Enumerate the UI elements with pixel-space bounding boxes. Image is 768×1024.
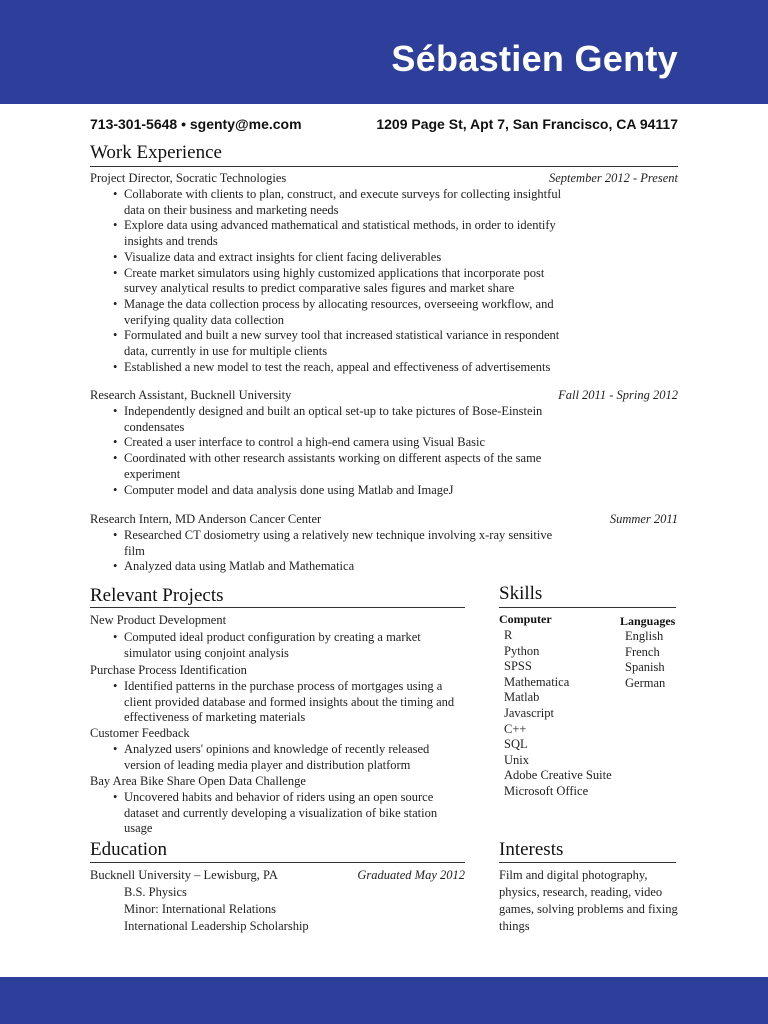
job-role: Research Assistant, Bucknell University — [90, 388, 292, 402]
list-item: • Uncovered habits and behavior of riders using an open source dataset and currently developing a visualization of bike station usage — [124, 790, 444, 837]
project-name: Customer Feedback — [90, 726, 190, 740]
list-item: • Independently designed and built an optical set-up to take pictures of Bose-Einstein condensates — [124, 404, 554, 435]
list-item: Unix — [504, 752, 529, 767]
list-item: • Manage the data collection process by allocating resources, overseeing workflow, and verifying quality data collection — [124, 297, 564, 328]
job-date: Fall 2011 - Spring 2012 — [558, 388, 678, 402]
list-item: • Formulated and built a new survey tool that increased statistical variance in respondent data, currently in use for multiple clients — [124, 328, 564, 359]
list-item: Python — [504, 643, 540, 658]
job-bullets — [124, 187, 564, 375]
list-item: • Explore data using advanced mathematical and statistical methods, in order to identify insights and trends — [124, 218, 564, 249]
section-rule-interests — [499, 862, 676, 863]
list-item: • Analyzed users' opinions and knowledge of recently released version of leading media player and distribution platform — [124, 742, 434, 773]
section-rule-education — [90, 862, 465, 863]
list-item: • Create market simulators using highly customized applications that incorporate post survey analytical results to predict comparative sales figures and market share — [124, 266, 564, 297]
interests-text: Film and digital photography, physics, research, reading, video games, solving problems and fixing things — [499, 868, 678, 933]
list-item: • Analyzed data using Matlab and Mathematica — [124, 559, 554, 575]
list-item: English — [625, 629, 664, 643]
list-item: • Identified patterns in the purchase process of mortgages using a client provided database and formed insights about the timing and effectiveness of marketing materials — [124, 679, 464, 726]
list-item: Spanish — [625, 660, 665, 675]
education-date: Graduated May 2012 — [357, 868, 465, 882]
education-minor: Minor: International Relations — [124, 902, 277, 916]
project-bullets — [124, 630, 434, 661]
job-bullets — [124, 404, 554, 498]
list-item: • Created a user interface to control a high-end camera using Visual Basic — [124, 435, 554, 451]
list-item: • Established a new model to test the reach, appeal and effectiveness of advertisements — [124, 360, 564, 376]
list-item: R — [504, 628, 513, 642]
section-title-projects: Relevant Projects — [90, 585, 224, 606]
list-item: • Visualize data and extract insights for client facing deliverables — [124, 250, 564, 266]
list-item: C++ — [504, 721, 527, 736]
list-item: French — [625, 644, 660, 659]
list-item: Microsoft Office — [504, 783, 589, 798]
job-role: Project Director, Socratic Technologies — [90, 171, 287, 185]
section-title-skills: Skills — [499, 583, 543, 604]
list-item: Javascript — [504, 705, 554, 720]
project-bullets — [124, 790, 444, 837]
candidate-name: Sébastien Genty — [391, 38, 678, 79]
contact-address: 1209 Page St, Apt 7, San Francisco, CA 94117 — [376, 116, 678, 132]
skills-computer-list — [504, 628, 612, 800]
list-item: Mathematica — [504, 674, 570, 689]
education-degree: B.S. Physics — [124, 885, 187, 899]
list-item: • Collaborate with clients to plan, construct, and execute surveys for collecting insightful data on their business and marketing needs — [124, 187, 564, 218]
contact-phone-email: 713-301-5648 • sgenty@me.com — [90, 116, 302, 132]
list-item: • Coordinated with other research assistants working on different aspects of the same experiment — [124, 451, 554, 482]
section-title-interests: Interests — [499, 839, 564, 860]
list-item: • Computer model and data analysis done using Matlab and ImageJ — [124, 483, 554, 499]
list-item: Matlab — [504, 690, 540, 705]
list-item: • Researched CT dosiometry using a relatively new technique involving x-ray sensitive film — [124, 528, 554, 559]
section-title-work: Work Experience — [90, 142, 222, 163]
education-scholarship: International Leadership Scholarship — [124, 919, 309, 933]
project-name: Bay Area Bike Share Open Data Challenge — [90, 774, 306, 788]
skills-languages-list — [625, 629, 665, 691]
project-bullets — [124, 679, 464, 726]
job-bullets — [124, 528, 554, 575]
job-role: Research Intern, MD Anderson Cancer Center — [90, 512, 322, 526]
job-date: Summer 2011 — [609, 512, 678, 526]
list-item: SQL — [504, 737, 528, 752]
list-item: SPSS — [504, 659, 532, 674]
section-rule-work — [90, 166, 678, 167]
skills-languages-label: Languages — [620, 614, 676, 628]
project-name: Purchase Process Identification — [90, 663, 247, 677]
list-item: German — [625, 675, 666, 690]
section-title-education: Education — [90, 839, 168, 860]
footer-bar — [0, 977, 768, 1024]
section-rule-skills — [499, 607, 676, 608]
list-item: • Computed ideal product configuration by creating a market simulator using conjoint analysis — [124, 630, 434, 661]
skills-computer-label: Computer — [499, 612, 552, 626]
project-name: New Product Development — [90, 613, 227, 627]
project-bullets — [124, 742, 434, 773]
section-rule-projects — [90, 607, 465, 608]
list-item: Adobe Creative Suite — [504, 768, 612, 783]
job-date: September 2012 - Present — [548, 171, 678, 185]
education-school: Bucknell University – Lewisburg, PA — [90, 868, 278, 882]
